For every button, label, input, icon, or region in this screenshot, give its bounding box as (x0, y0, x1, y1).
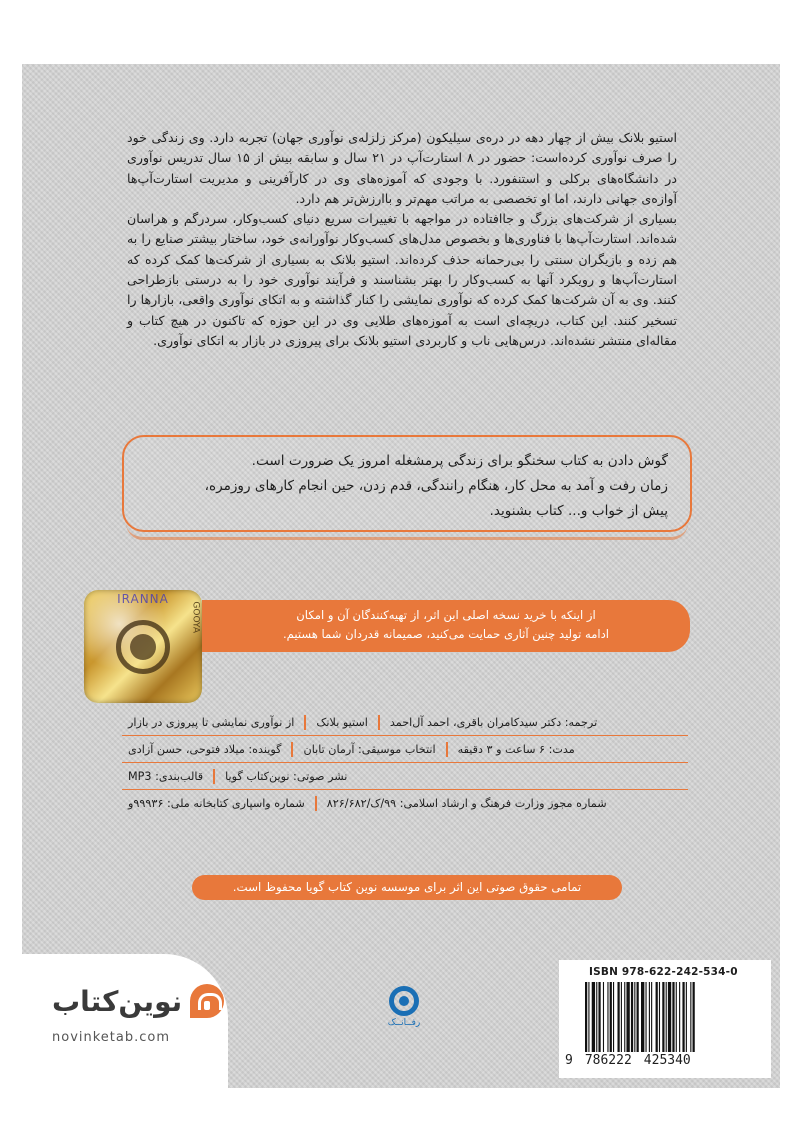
audio-format: قالب‌بندی: MP3 (128, 769, 204, 783)
book-title: از نوآوری نمایشی تا پیروزی در بازار (128, 715, 295, 729)
barcode-digits (565, 1053, 765, 1068)
credits-row-production (122, 736, 688, 763)
barcode-digits-left: 786222 (584, 1053, 632, 1068)
separator (446, 742, 448, 757)
book-author: استیو بلانک (316, 715, 368, 729)
separator (315, 796, 317, 811)
publisher-emblem-dot (399, 996, 409, 1006)
support-thanks-banner (202, 600, 690, 652)
music-selection: انتخاب موسیقی: آرمان تابان (303, 742, 436, 756)
audio-publisher: نشر صوتی: نوین‌کتاب گویا (225, 769, 348, 783)
book-narrators: گوینده: میلاد فتوحی، حسن آزادی (128, 742, 282, 756)
credits-row-licenses (122, 790, 688, 817)
barcode-panel (559, 960, 771, 1078)
brand-name: نوین‌کتاب (52, 984, 183, 1018)
hologram-side-label: GOOYA (191, 601, 201, 633)
separator (378, 715, 380, 730)
brand-url: novinketab.com (52, 1030, 171, 1045)
barcode-icon (585, 982, 760, 1052)
hologram-label: IRANNA (117, 592, 169, 606)
audiobook-callout-box (122, 435, 692, 532)
description-paragraph-1: استیو بلانک بیش از چهار دهه در دره‌ی سیلیکون (مرکز زلزله‌ی نوآوری جهان) تجربه دارد. وی زندگی خود را صرف نوآوری کرده‌است: حضور در ۸ استارت‌آپ در ۲۱ سال و سابقه بیش از ۱۵ سال تدریس نوآوری در دانشگاه‌های برکلی و استنفورد. با وجودی که آموزه‌های وی در کارآفرینی و مدیریت استارت‌آپ‌ها آوازه‌ی جهانی دارند، اما او تخصصی به مراتب مهم‌تر و باارزش‌تر هم دارد. (127, 130, 678, 206)
separator (213, 769, 215, 784)
publisher-logo (384, 986, 424, 1032)
separator (291, 742, 293, 757)
isbn-label: ISBN 978-622-242-534-0 (589, 966, 738, 978)
support-line-2: ادامه تولید چنین آثاری حمایت می‌کنید، صمیمانه قدردان شما هستیم. (282, 627, 610, 641)
description-paragraph-2: بسیاری از شرکت‌های بزرگ و جاافتاده در مواجهه با تغییرات سریع دنیای کسب‌وکار، سردرگم و هراسان شده‌اند. استارت‌آپ‌ها با فناوری‌ها و بخصوص مدل‌های کسب‌وکار نوآورانه‌ی خود، ساختار بیشتر صنایع را به هم زده و بازیگران سنتی را بی‌رحمانه حذف کرده‌اند. استیو بلانک به بسیاری از شرکت‌ها کمک کرده که استارت‌آپ‌ها و رویکرد آنها به کسب‌وکار را بهتر بشناسند و فرآیند نوآوری خود را به درستی بازطراحی کنند. وی به آن شرکت‌ها کمک کرده که نوآوری نمایشی را کنار گذاشته و به اتکای نوآوری واقعی، بازارها را تسخیر کنند. این کتاب، دریچه‌ای است به آموزه‌های طلایی وی در این حوزه که تاکنون در هیچ کتاب و مقاله‌ای منتشر نشده‌اند. درس‌هایی ناب و کاربردی استیو بلانک برای پیروزی در بازار به اتکای نوآوری. (127, 211, 677, 348)
callout-line-3: پیش از خواب و... کتاب بشنوید. (489, 503, 668, 519)
barcode-digits-right: 425340 (643, 1053, 691, 1068)
ministry-license-number: شماره مجوز وزارت فرهنگ و ارشاد اسلامی: ۹۹/ک/۸۲۶/۶۸۲ (326, 797, 607, 810)
national-library-number: شماره واسپاری کتابخانه ملی: ۹۹۹۳۶و (128, 797, 305, 810)
brand-panel (22, 954, 228, 1088)
publisher-logo-text: رفــانــک (387, 1018, 421, 1028)
callout-line-1: گوش دادن به کتاب سخنگو برای زندگی پرمشغله امروز یک ضرورت است. (251, 453, 668, 469)
callout-line-2: زمان رفت و آمد به محل کار، هنگام رانندگی، قدم زدن، حین انجام کارهای روزمره، (204, 478, 668, 494)
hologram-sticker (84, 590, 202, 703)
hologram-center (130, 634, 156, 660)
credits-table (122, 709, 688, 817)
support-line-1: از اینکه با خرید نسخه اصلی این اثر، از تهیه‌کنندگان آن و امکان (296, 608, 596, 622)
barcode-digit-lead: 9 (565, 1053, 573, 1068)
book-back-cover (22, 64, 780, 1088)
book-description (127, 128, 677, 351)
separator (304, 715, 306, 730)
credits-row-format (122, 763, 688, 790)
book-translators: ترجمه: دکتر سیدکامران باقری، احمد آل‌احمد (389, 715, 598, 729)
credits-row-title (122, 709, 688, 736)
headphones-book-icon (190, 984, 224, 1018)
brand-logo (52, 984, 224, 1018)
copyright-banner: تمامی حقوق صوتی این اثر برای موسسه نوین کتاب گویا محفوظ است. (192, 875, 622, 900)
audio-duration: مدت: ۶ ساعت و ۳ دقیقه (457, 742, 575, 756)
